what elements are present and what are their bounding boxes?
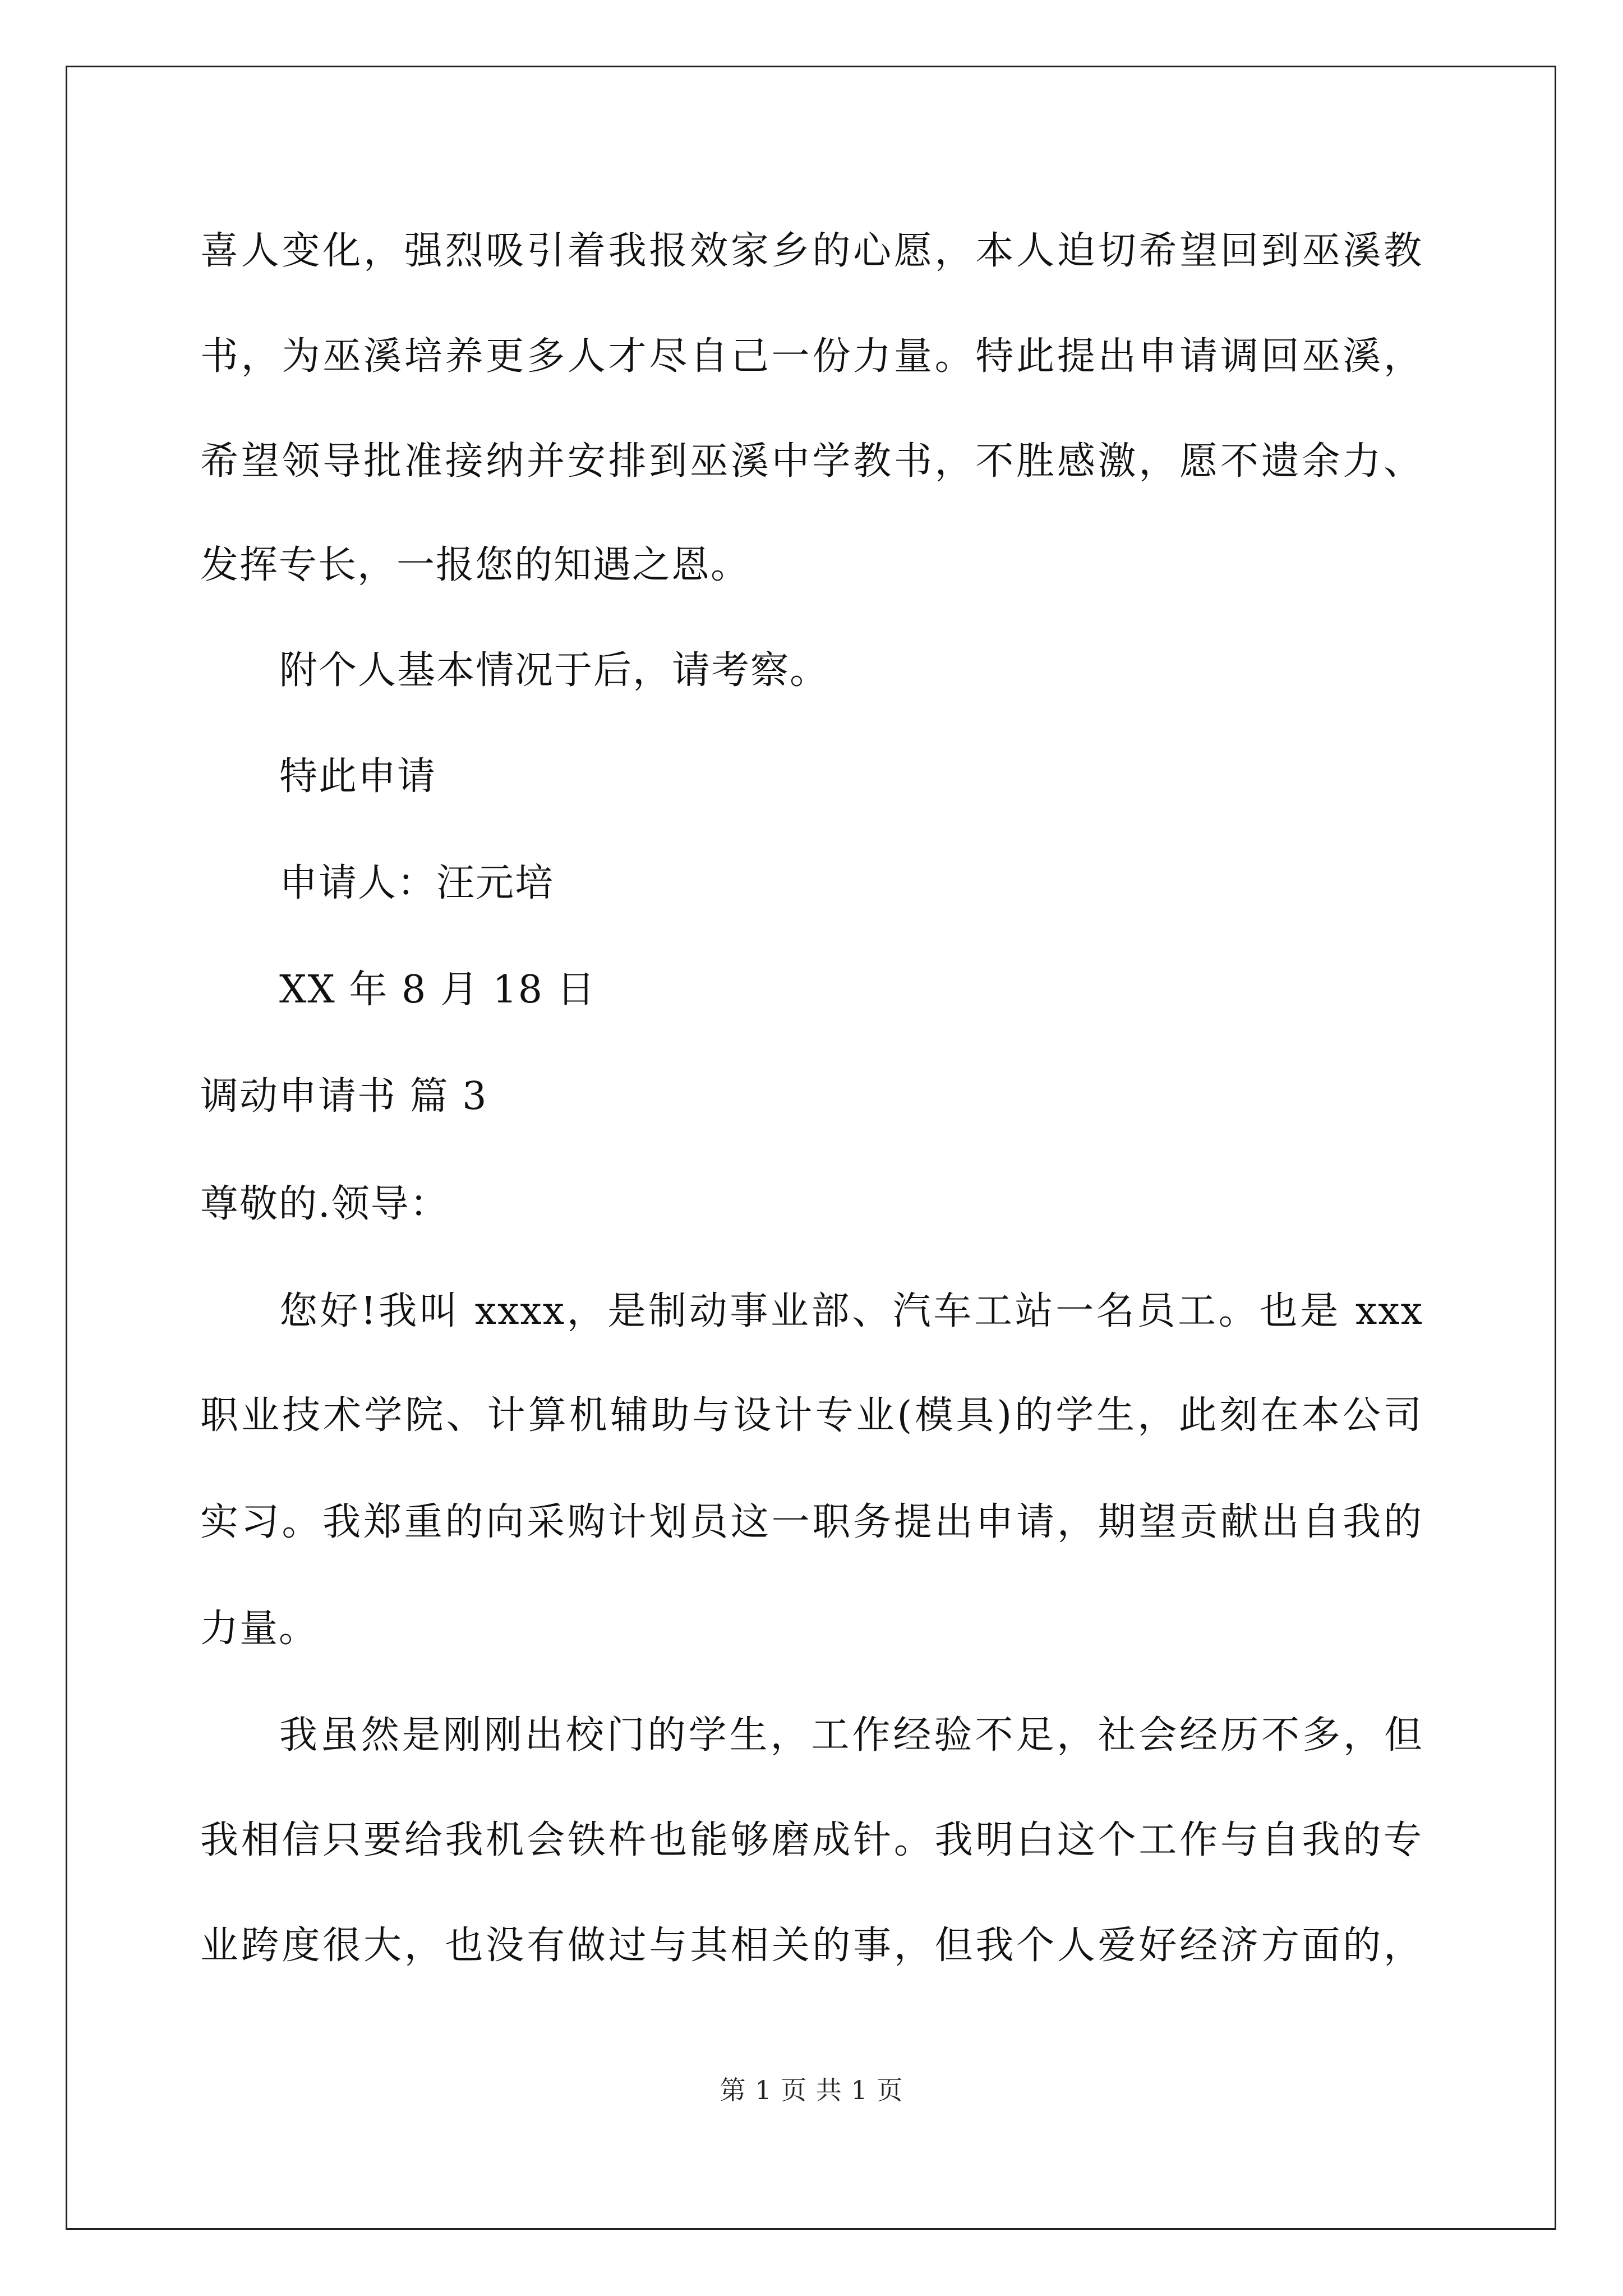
paragraph-line: 附个人基本情况于后，请考察。 [279, 648, 829, 693]
salutation: 尊敬的.领导： [200, 1182, 449, 1226]
paragraph-line: 我虽然是刚刚出校门的学生，工作经验不足，社会经历不多，但 [279, 1713, 1423, 1757]
applicant-signature: 申请人：汪元培 [279, 861, 555, 905]
paragraph-line: 力量。 [200, 1607, 319, 1651]
paragraph-line: 发挥专长，一报您的知遇之恩。 [200, 543, 750, 587]
date-line: XX 年 8 月 18 日 [279, 968, 596, 1012]
paragraph-line: 职业技术学院、计算机辅助与设计专业(模具)的学生，此刻在本公司 [200, 1393, 1423, 1438]
paragraph-line: 业跨度很大，也没有做过与其相关的事，但我个人爱好经济方面的， [200, 1924, 1423, 1968]
section-heading: 调动申请书 篇 3 [200, 1074, 488, 1119]
paragraph-line: 喜人变化，强烈吸引着我报效家乡的心愿，本人迫切希望回到巫溪教 [200, 229, 1423, 273]
paragraph-line: 书，为巫溪培养更多人才尽自己一份力量。特此提出申请调回巫溪， [200, 334, 1423, 379]
closing-text: 特此申请 [279, 754, 437, 799]
paragraph-line: 希望领导批准接纳并安排到巫溪中学教书，不胜感激，愿不遗余力、 [200, 439, 1423, 484]
page-border [66, 66, 1556, 2230]
paragraph-line: 我相信只要给我机会铁杵也能够磨成针。我明白这个工作与自我的专 [200, 1818, 1423, 1862]
paragraph-line: 实习。我郑重的向采购计划员这一职务提出申请，期望贡献出自我的 [200, 1500, 1423, 1544]
paragraph-line: 您好!我叫 xxxx，是制动事业部、汽车工站一名员工。也是 xxx [279, 1289, 1423, 1333]
page-number-footer: 第 1 页 共 1 页 [720, 2075, 903, 2105]
